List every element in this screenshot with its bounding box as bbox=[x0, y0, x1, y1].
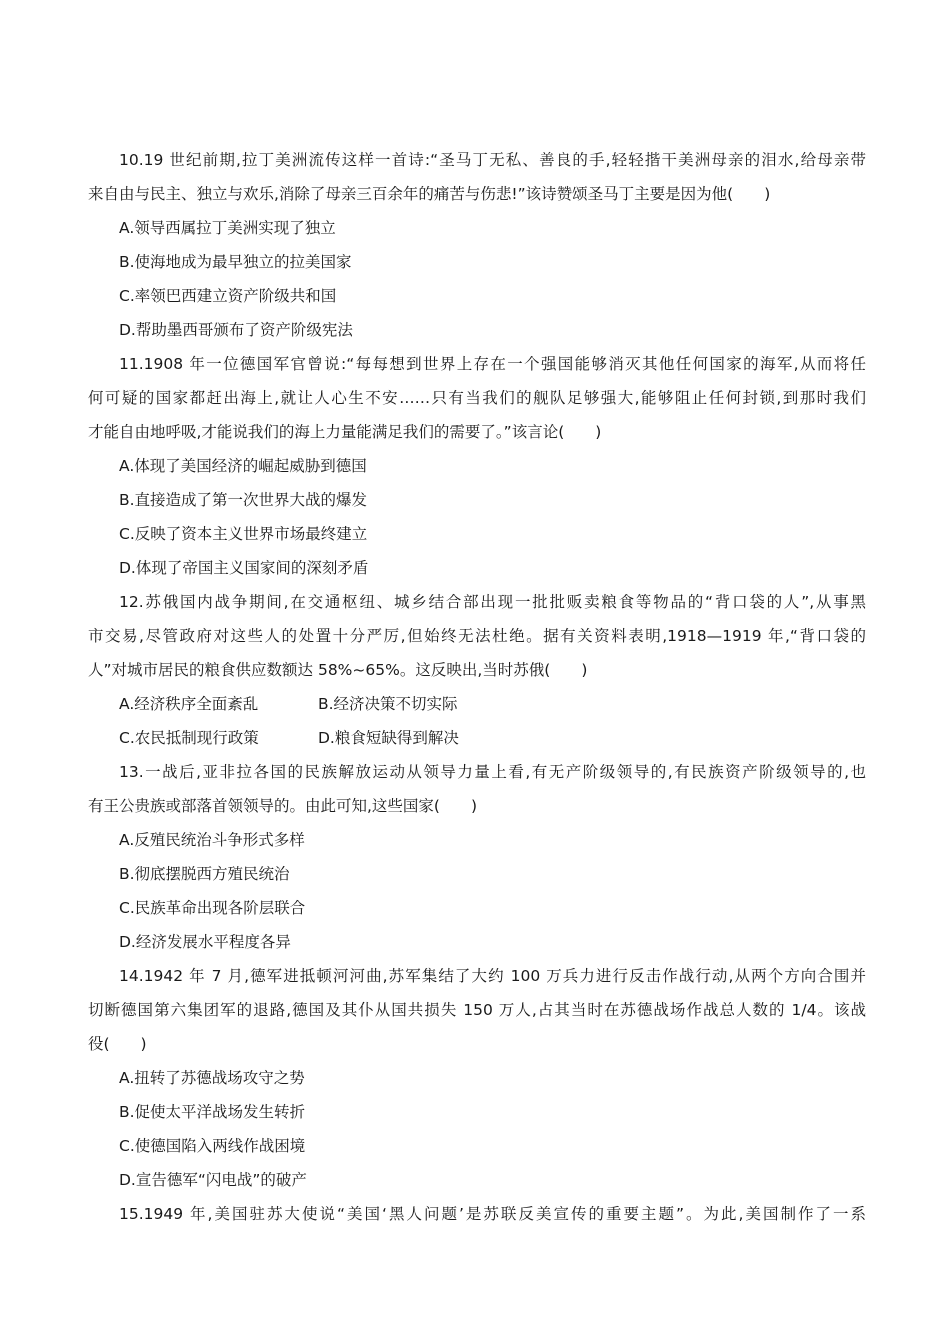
question-12-option-d: D.粮食短缺得到解决 bbox=[318, 729, 459, 747]
question-10-option-c: C.率领巴西建立资产阶级共和国 bbox=[119, 287, 337, 305]
question-13-option-b: B.彻底摆脱西方殖民统治 bbox=[119, 865, 290, 883]
question-11-stem-line-1: 11.1908 年一位德国军官曾说:“每每想到世界上存在一个强国能够消灭其他任何国家的海军,从而将任 bbox=[119, 355, 866, 373]
question-12-option-row-1 bbox=[88, 687, 866, 721]
question-11 bbox=[88, 347, 866, 585]
question-10-stem-line-1: 10.19 世纪前期,拉丁美洲流传这样一首诗:“圣马丁无私、善良的手,轻轻揩干美洲母亲的泪水,给母亲带 bbox=[119, 151, 866, 169]
question-11-option-c: C.反映了资本主义世界市场最终建立 bbox=[119, 525, 368, 543]
question-14 bbox=[88, 959, 866, 1197]
question-11-option-b: B.直接造成了第一次世界大战的爆发 bbox=[119, 491, 368, 509]
question-13-stem-line-2: 有王公贵族或部落首领领导的。由此可知,这些国家( ) bbox=[88, 797, 478, 815]
question-12-stem-line-1: 12.苏俄国内战争期间,在交通枢纽、城乡结合部出现一批批贩卖粮食等物品的“背口袋的人”,从事黑 bbox=[119, 593, 866, 611]
question-10 bbox=[88, 143, 866, 347]
question-12-stem-line-2: 市交易,尽管政府对这些人的处置十分严厉,但始终无法杜绝。据有关资料表明,1918—1919 年,“背口袋的 bbox=[88, 627, 866, 645]
question-14-stem-line-2: 切断德国第六集团军的退路,德国及其仆从国共损失 150 万人,占其当时在苏德战场作战总人数的 1/4。该战 bbox=[88, 1001, 866, 1019]
question-10-stem-line-2: 来自由与民主、独立与欢乐,消除了母亲三百余年的痛苦与伤悲!”该诗赞颂圣马丁主要是因为他( ) bbox=[88, 185, 771, 203]
question-15-stem-line-1: 15.1949 年,美国驻苏大使说“美国‘黑人问题’是苏联反美宣传的重要主题”。为此,美国制作了一系 bbox=[119, 1205, 866, 1223]
question-12-option-b: B.经济决策不切实际 bbox=[318, 695, 458, 713]
question-14-option-c: C.使德国陷入两线作战困境 bbox=[119, 1137, 306, 1155]
question-14-option-a: A.扭转了苏德战场攻守之势 bbox=[119, 1069, 305, 1087]
question-11-stem-line-3: 才能自由地呼吸,才能说我们的海上力量能满足我们的需要了。”该言论( ) bbox=[88, 423, 602, 441]
question-10-option-d: D.帮助墨西哥颁布了资产阶级宪法 bbox=[119, 321, 353, 339]
question-10-option-a: A.领导西属拉丁美洲实现了独立 bbox=[119, 219, 336, 237]
question-13-stem-line-1: 13.一战后,亚非拉各国的民族解放运动从领导力量上看,有无产阶级领导的,有民族资产阶级领导的,也 bbox=[119, 763, 866, 781]
question-14-option-d: D.宣告德军“闪电战”的破产 bbox=[119, 1171, 307, 1189]
question-14-stem-line-3: 役( ) bbox=[88, 1035, 147, 1053]
document-page bbox=[88, 143, 866, 1231]
question-12 bbox=[88, 585, 866, 755]
question-11-option-a: A.体现了美国经济的崛起威胁到德国 bbox=[119, 457, 367, 475]
question-15 bbox=[88, 1197, 866, 1231]
question-14-option-b: B.促使太平洋战场发生转折 bbox=[119, 1103, 306, 1121]
question-10-option-b: B.使海地成为最早独立的拉美国家 bbox=[119, 253, 352, 271]
question-12-stem-line-3: 人”对城市居民的粮食供应数额达 58%~65%。这反映出,当时苏俄( ) bbox=[88, 661, 588, 679]
question-11-stem-line-2: 何可疑的国家都赶出海上,就让人心生不安……只有当我们的舰队足够强大,能够阻止任何封锁,到那时我们 bbox=[88, 389, 866, 407]
question-13-option-a: A.反殖民统治斗争形式多样 bbox=[119, 831, 305, 849]
question-13-option-c: C.民族革命出现各阶层联合 bbox=[119, 899, 306, 917]
question-14-stem-line-1: 14.1942 年 7 月,德军进抵顿河河曲,苏军集结了大约 100 万兵力进行反击作战行动,从两个方向合围并 bbox=[119, 967, 866, 985]
question-11-option-d: D.体现了帝国主义国家间的深刻矛盾 bbox=[119, 559, 369, 577]
question-12-option-row-2 bbox=[88, 721, 866, 755]
question-13 bbox=[88, 755, 866, 959]
question-12-option-a: A.经济秩序全面紊乱 bbox=[119, 695, 259, 713]
question-13-option-d: D.经济发展水平程度各异 bbox=[119, 933, 291, 951]
question-12-option-c: C.农民抵制现行政策 bbox=[119, 729, 259, 747]
